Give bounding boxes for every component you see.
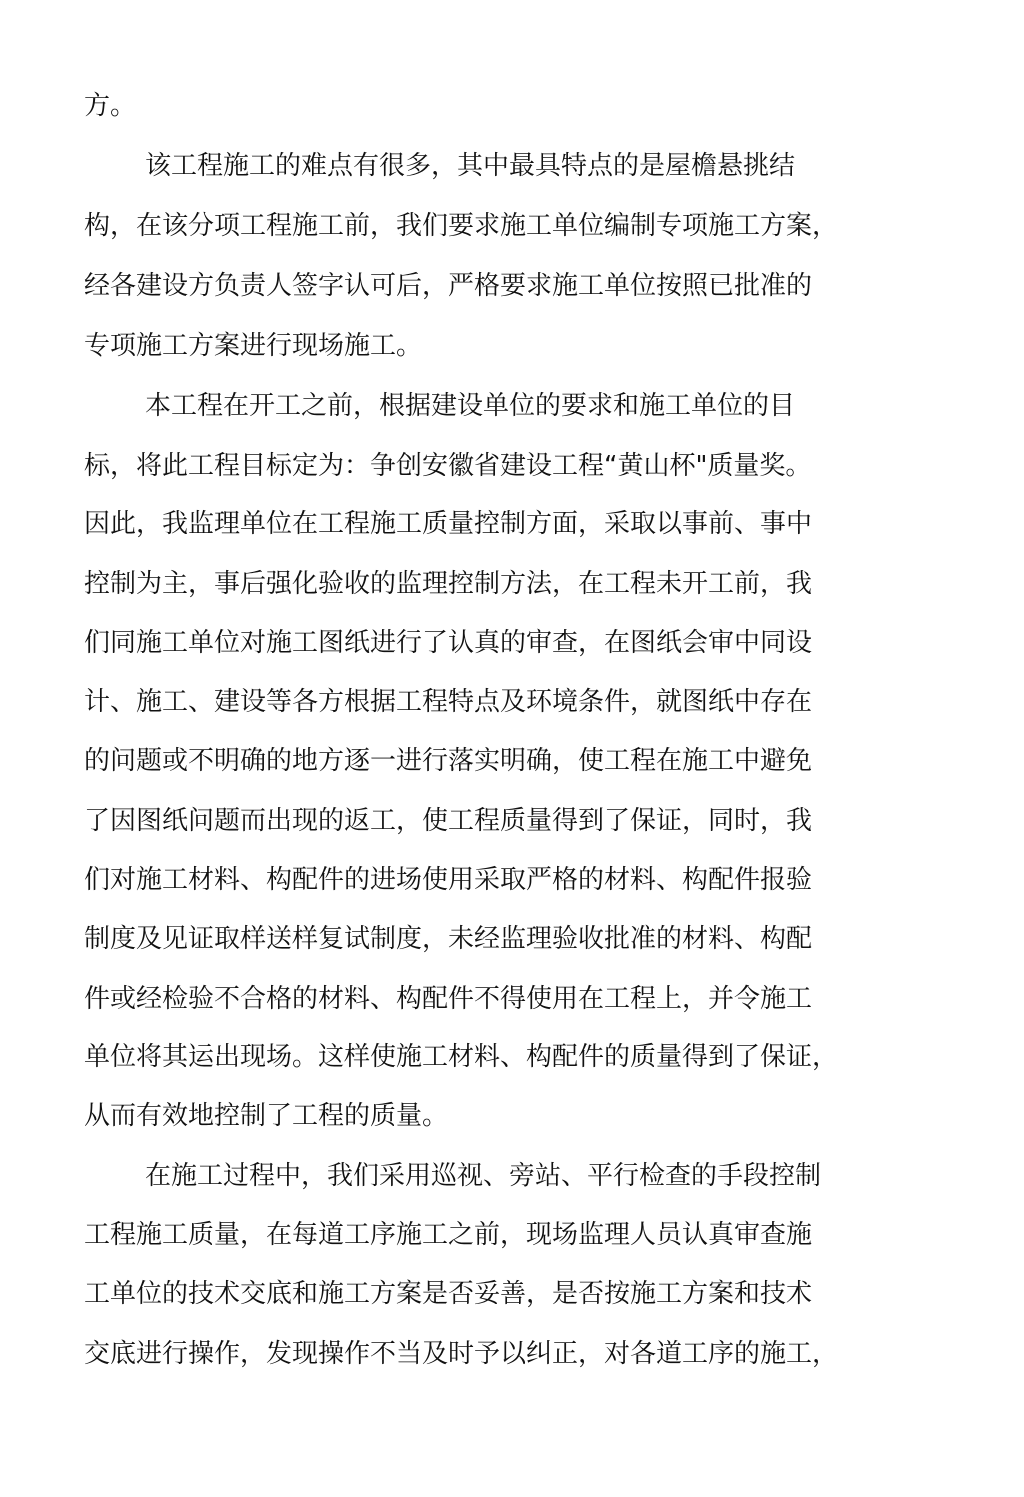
text-line: 工单位的技术交底和施工方案是否妥善，是否按施工方案和技术 [84,1279,813,1309]
text-line: 在施工过程中，我们采用巡视、旁站、平行检查的手段控制 [145,1161,822,1191]
text-line: 计、施工、建设等各方根据工程特点及环境条件，就图纸中存在 [84,687,813,717]
text-line: 因此，我监理单位在工程施工质量控制方面，采取以事前、事中 [84,509,813,539]
text-line: 该工程施工的难点有很多，其中最具特点的是屋檐悬挑结 [145,151,796,181]
text-line: 的问题或不明确的地方逐一进行落实明确，使工程在施工中避免 [84,746,813,776]
text-line: 单位将其运出现场。这样使施工材料、构配件的质量得到了保证， [84,1042,839,1072]
text-line: 从而有效地控制了工程的质量。 [84,1101,449,1131]
text-line: 们对施工材料、构配件的进场使用采取严格的材料、构配件报验 [84,865,813,895]
text-line: 工程施工质量，在每道工序施工之前，现场监理人员认真审查施 [84,1220,813,1250]
text-line: 交底进行操作，发现操作不当及时予以纠正，对各道工序的施工， [84,1339,839,1369]
text-line: 标，将此工程目标定为：争创安徽省建设工程“黄山杯"质量奖。 [84,451,812,481]
text-line: 本工程在开工之前，根据建设单位的要求和施工单位的目 [145,391,796,421]
text-line: 件或经检验不合格的材料、构配件不得使用在工程上，并令施工 [84,984,813,1014]
text-line: 了因图纸问题而出现的返工，使工程质量得到了保证，同时，我 [84,806,813,836]
text-line: 专项施工方案进行现场施工。 [84,331,423,361]
text-line: 构，在该分项工程施工前，我们要求施工单位编制专项施工方案， [84,211,839,241]
text-line: 制度及见证取样送样复试制度，未经监理验收批准的材料、构配 [84,924,813,954]
text-line: 方。 [84,91,137,121]
text-line: 们同施工单位对施工图纸进行了认真的审查，在图纸会审中同设 [84,628,813,658]
text-line: 经各建设方负责人签字认可后，严格要求施工单位按照已批准的 [84,271,813,301]
text-line: 控制为主，事后强化验收的监理控制方法，在工程未开工前，我 [84,569,813,599]
